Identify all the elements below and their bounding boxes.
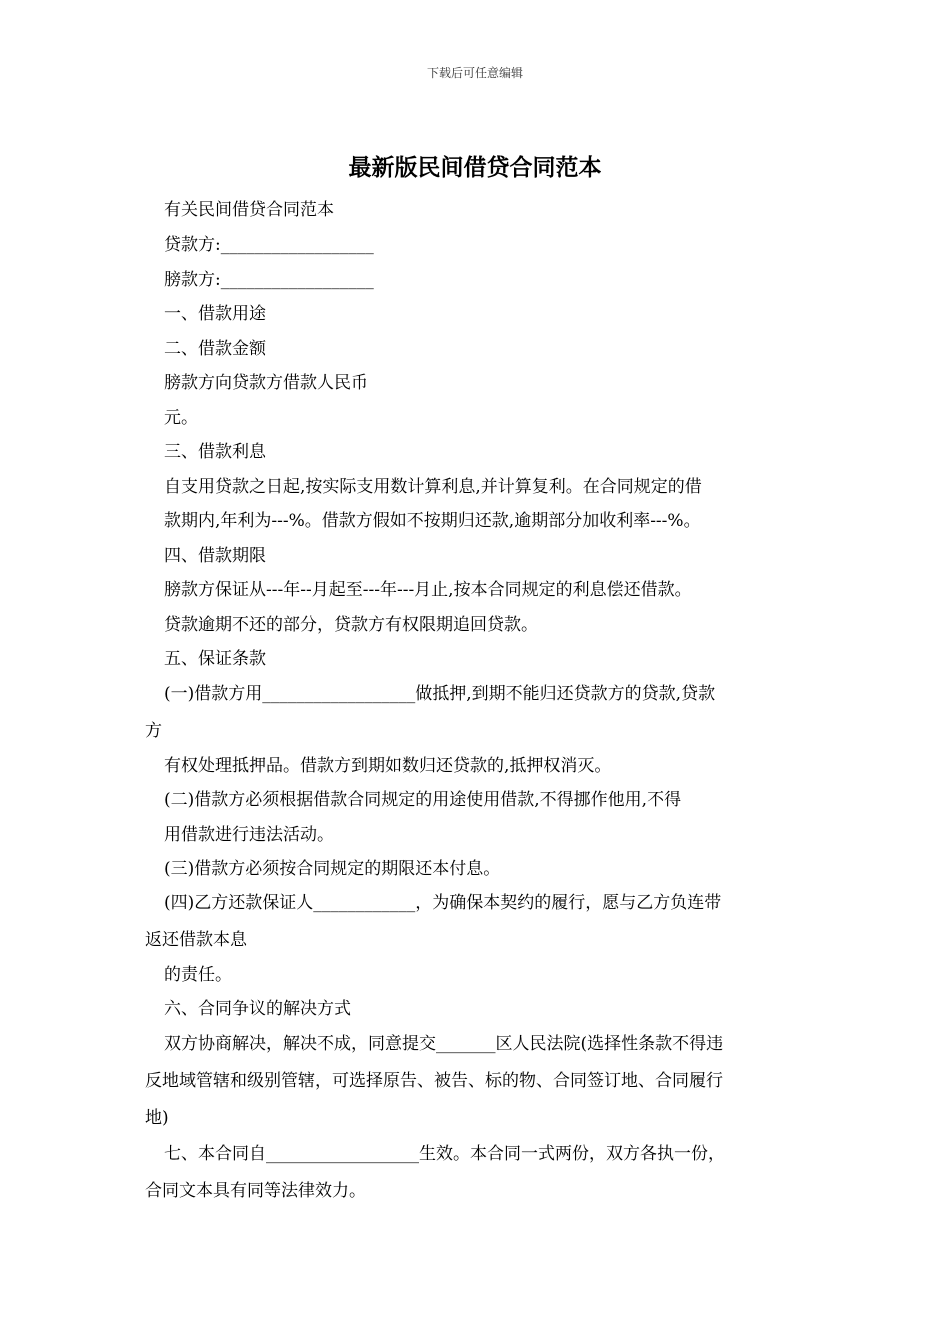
borrower-field-line: 膀款方:__________________ <box>164 270 374 290</box>
paragraph-line: (四)乙方还款保证人____________，为确保本契约的履行，愿与乙方负连带 <box>164 893 722 913</box>
paragraph-line: 合同文本具有同等法律效力。 <box>145 1181 366 1201</box>
section-heading-dispute: 六、合同争议的解决方式 <box>164 999 351 1019</box>
paragraph-line: 膀款方保证从---年--月起至---年---月止,按本合同规定的利息偿还借款。 <box>164 580 692 600</box>
paragraph-line: 方 <box>145 721 162 741</box>
paragraph-line: 用借款进行违法活动。 <box>164 825 334 845</box>
header-note: 下载后可任意编辑 <box>426 66 523 80</box>
paragraph-line: 款期内,年利为---%。借款方假如不按期归还款,逾期部分加收利率---%。 <box>164 511 701 531</box>
section-heading-purpose: 一、借款用途 <box>164 304 266 324</box>
section-heading-amount: 二、借款金额 <box>164 339 266 359</box>
paragraph-line: 反地域管辖和级别管辖，可选择原告、被告、标的物、合同签订地、合同履行 <box>145 1071 723 1091</box>
section-heading-effective: 七、本合同自__________________生效。本合同一式两份，双方各执一份， <box>164 1144 725 1164</box>
paragraph-line: 有权处理抵押品。借款方到期如数归还贷款的,抵押权消灭。 <box>164 756 612 776</box>
section-heading-interest: 三、借款利息 <box>164 442 266 462</box>
document-title: 最新版民间借贷合同范本 <box>348 154 602 181</box>
paragraph-intro: 有关民间借贷合同范本 <box>164 200 334 220</box>
paragraph-line: 元。 <box>164 408 198 428</box>
paragraph-line: 返还借款本息 <box>145 930 247 950</box>
paragraph-line: 双方协商解决，解决不成，同意提交_______区人民法院(选择性条款不得违 <box>164 1034 724 1054</box>
paragraph-line: (一)借款方用__________________做抵押,到期不能归还贷款方的贷款,贷款 <box>164 684 716 704</box>
paragraph-line: (三)借款方必须按合同规定的期限还本付息。 <box>164 859 501 879</box>
section-heading-guarantee: 五、保证条款 <box>164 649 266 669</box>
paragraph-line: 膀款方向贷款方借款人民币 <box>164 373 368 393</box>
paragraph-line: 自支用贷款之日起,按实际支用数计算利息,并计算复利。在合同规定的借 <box>164 477 702 497</box>
paragraph-line: 地) <box>145 1108 169 1128</box>
paragraph-line: 的责任。 <box>164 965 232 985</box>
paragraph-line: (二)借款方必须根据借款合同规定的用途使用借款,不得挪作他用,不得 <box>164 790 682 810</box>
section-heading-term: 四、借款期限 <box>164 546 266 566</box>
lender-field-line: 贷款方:__________________ <box>164 235 374 255</box>
paragraph-line: 贷款逾期不还的部分，贷款方有权限期追回贷款。 <box>164 615 538 635</box>
